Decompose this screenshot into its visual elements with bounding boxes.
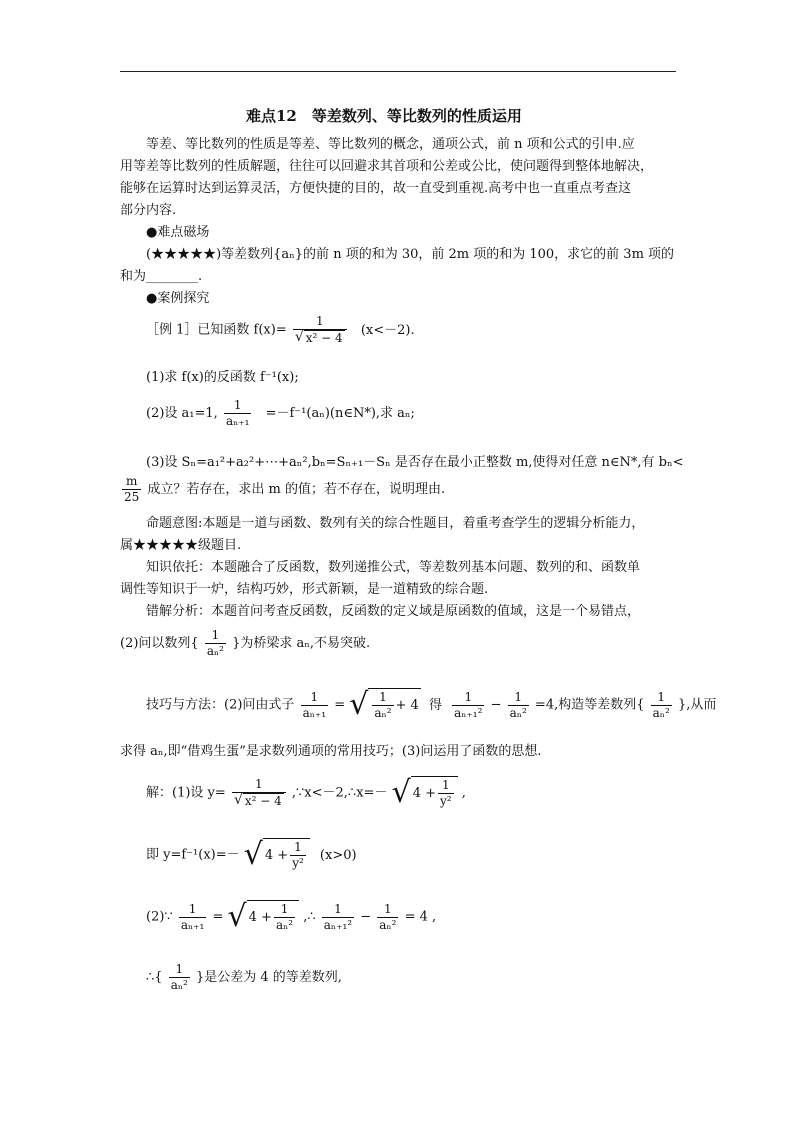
- section-heading: ●案例探究: [146, 291, 210, 306]
- numerator: 1: [175, 962, 184, 976]
- radicand-term: 4 +: [412, 786, 436, 801]
- denominator: aₙ²: [170, 978, 188, 992]
- solution-mid: ,∵x<－2,∴x=－: [291, 785, 388, 801]
- denominator: aₙ₊₁: [225, 414, 250, 428]
- minus: −: [490, 697, 502, 713]
- intro-paragraph: [120, 134, 676, 222]
- section-heading: ●难点磁场: [146, 225, 210, 240]
- basis-line: 知识依托：本题融合了反函数，数列递推公式，等差数列基本问题、数列的和、函数单: [146, 560, 641, 575]
- equals: =: [334, 697, 346, 713]
- radicand: x² − 4: [305, 331, 343, 345]
- denominator: aₙ²: [509, 705, 527, 720]
- radicand: [411, 776, 458, 810]
- conclusion-prefix: ∴{: [146, 970, 163, 985]
- radicand: x² − 4: [244, 794, 282, 808]
- numerator: 1: [464, 689, 473, 704]
- numerator: 1: [315, 314, 324, 328]
- question-3-cont: [120, 474, 445, 505]
- fraction: [169, 962, 190, 993]
- denominator: aₙ²: [652, 705, 670, 720]
- numerator: 1: [384, 901, 392, 916]
- conclusion-suffix: }是公差为 4 的等差数列,: [195, 970, 342, 985]
- example-label: ［例 1］已知函数 f(x)=: [146, 322, 287, 338]
- radicand-term: 4 +: [264, 848, 289, 863]
- q3-suffix: 成立？若存在，求出 m 的值；若不存在，说明理由.: [147, 482, 446, 497]
- numerator: 1: [280, 902, 289, 916]
- radicand: [263, 838, 310, 872]
- fraction: [179, 902, 207, 933]
- conclusion-line: [146, 962, 342, 993]
- magnet-problem-line: 和为________.: [120, 269, 203, 284]
- numerator: 1: [441, 778, 450, 792]
- numerator: 1: [255, 777, 263, 791]
- question-1: (1)求 f(x)的反函数 f⁻¹(x);: [146, 370, 299, 385]
- example-1-statement: [146, 314, 415, 346]
- numerator: m: [125, 474, 138, 488]
- technique-eq: =4,构造等差数列{: [534, 697, 645, 713]
- header-rule: [120, 71, 676, 72]
- radicand-term: 4 +: [248, 910, 272, 925]
- minus: −: [360, 909, 372, 925]
- intro-line: 能够在运算时达到运算灵活，方便快捷的目的，故一直受到重视.高考中也一直重点考查这: [120, 181, 632, 196]
- page-title: 难点12 等差数列、等比数列的性质运用: [246, 107, 522, 125]
- numerator: 1: [514, 689, 523, 704]
- comma: ,: [461, 785, 466, 801]
- denominator: y²: [440, 794, 452, 808]
- numerator: 1: [188, 901, 197, 916]
- inverse-function: [146, 838, 357, 872]
- denominator: aₙ₊₁²: [323, 917, 353, 932]
- denominator: aₙ₊₁: [302, 705, 327, 720]
- q2-prefix: (2)设 a₁=1,: [146, 406, 218, 421]
- q2-suffix: =－f⁻¹(aₙ)(n∈N*),求 aₙ;: [265, 406, 415, 421]
- technique-line-2: 求得 aₙ,即“借鸡生蛋”是求数列通项的常用技巧；(3)问运用了函数的思想.: [120, 744, 542, 759]
- analysis-block: [120, 513, 676, 623]
- denominator: [232, 792, 286, 809]
- numerator: 1: [310, 689, 319, 704]
- numerator: 1: [233, 398, 242, 412]
- intent-line: 命题意图:本题是一道与函数、数列有关的综合性题目，着重考查学生的逻辑分析能力，: [146, 516, 645, 531]
- intro-line: 部分内容.: [120, 203, 177, 218]
- therefore: ,∴: [303, 909, 316, 925]
- equals: =: [212, 909, 224, 925]
- error-suffix: }为桥梁求 aₙ,不易突破.: [232, 636, 371, 651]
- sqrt: √ x² − 4: [233, 792, 282, 808]
- condition: (x<－2).: [360, 322, 415, 338]
- fraction: [377, 902, 398, 933]
- denominator: aₙ²: [374, 706, 392, 720]
- solution-2: [146, 900, 436, 934]
- radicand: [368, 688, 420, 722]
- fraction: [301, 690, 329, 721]
- solution-2-suffix: = 4 ,: [404, 909, 437, 925]
- intro-line: 等差、等比数列的性质是等差、等比数列的概念，通项公式，前 n 项和公式的引申.应: [146, 137, 635, 152]
- question-2: [146, 398, 415, 429]
- sqrt: √ 4 + $\frac{1}{\text{y²}}$: [244, 838, 310, 872]
- sqrt: √ 4 + $\frac{1}{\text{aₙ²}}$: [228, 900, 300, 934]
- solution-prefix: 解：(1)设 y=: [146, 785, 226, 801]
- question-3-line: (3)设 Sₙ=a₁²+a₂²+⋯+aₙ²,bₙ=Sₙ₊₁－Sₙ 是否存在最小正整数 m,使得对任意 n∈N*,有 bₙ<: [146, 455, 684, 470]
- intro-line: 用等差等比数列的性质解题，往往可以回避求其首项和公差或公比，使问题得到整体地解决，: [120, 159, 654, 174]
- denominator: aₙ₊₁: [180, 917, 205, 932]
- section-magnet: [120, 222, 676, 310]
- fraction: [438, 778, 454, 809]
- sqrt: √ 4 + $\frac{1}{\text{y²}}$: [392, 776, 458, 810]
- fraction: [205, 628, 226, 659]
- solution-1: [146, 776, 466, 810]
- denominator: aₙ₊₁²: [454, 705, 483, 720]
- radicand-term: + 4: [395, 698, 419, 713]
- error-prefix: (2)问以数列{: [120, 636, 199, 651]
- numerator: 1: [334, 901, 342, 916]
- fraction: [372, 690, 393, 721]
- denominator: aₙ²: [206, 644, 224, 658]
- sqrt: √ $\frac{1}{\text{aₙ²}}$ + 4: [349, 687, 419, 722]
- basis-line: 调性等知识于一炉，结构巧妙，形式新颖，是一道精致的综合题.: [120, 582, 489, 597]
- numerator: 1: [211, 628, 220, 642]
- denominator: y²: [292, 856, 304, 870]
- numerator: 1: [657, 689, 666, 704]
- solution-2-prefix: (2)∵: [146, 909, 173, 925]
- numerator: 1: [294, 840, 302, 854]
- numerator: 1: [379, 690, 387, 704]
- fraction: [452, 690, 484, 721]
- fraction: [293, 314, 347, 346]
- radicand: [247, 900, 299, 934]
- fraction: [290, 840, 306, 871]
- denominator: [293, 329, 347, 346]
- fraction: [224, 398, 252, 429]
- technique-mid: 得: [428, 697, 442, 713]
- intent-line: 属★★★★★级题目.: [120, 538, 242, 553]
- inverse-prefix: 即 y=f⁻¹(x)=－: [146, 847, 240, 863]
- sqrt: √ x² − 4: [294, 329, 343, 345]
- denominator: aₙ²: [379, 917, 397, 932]
- fraction: [122, 474, 141, 505]
- inverse-domain: (x>0): [319, 847, 357, 863]
- magnet-problem-line: (★★★★★)等差数列{aₙ}的前 n 项的和为 30，前 2m 项的和为 100，求它的前 3m 项的: [146, 247, 675, 262]
- fraction: [651, 690, 672, 721]
- technique-prefix: 技巧与方法：(2)问由式子: [146, 697, 295, 713]
- technique-line: [146, 688, 716, 722]
- fraction: [508, 690, 529, 721]
- error-line-2: [120, 628, 370, 659]
- fraction: [232, 777, 286, 809]
- technique-suffix: },从而: [677, 697, 717, 713]
- error-line: 错解分析：本题首问考查反函数，反函数的定义域是原函数的值域，这是一个易错点，: [146, 604, 641, 619]
- denominator: 25: [124, 490, 140, 504]
- denominator: aₙ²: [275, 918, 294, 932]
- fraction: [322, 902, 354, 933]
- fraction: [274, 902, 295, 933]
